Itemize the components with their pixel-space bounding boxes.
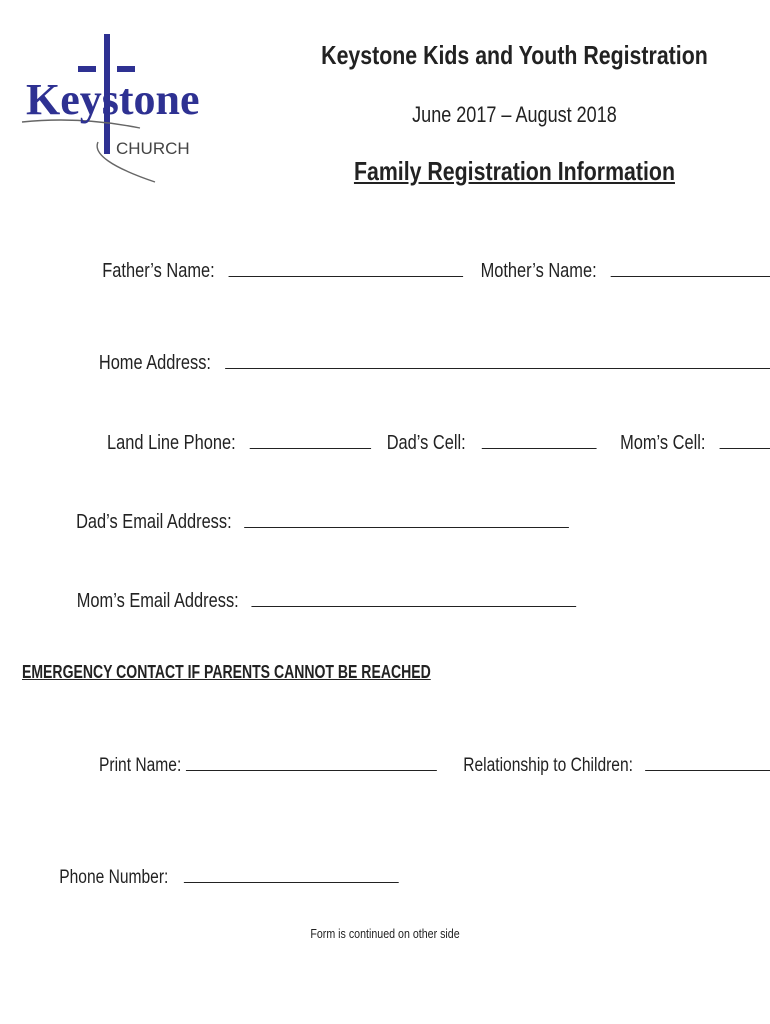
print-name-field[interactable] — [186, 752, 437, 771]
logo-name: Keystone — [26, 75, 200, 124]
phone-number-field[interactable] — [184, 864, 399, 883]
father-name-field[interactable] — [229, 258, 464, 277]
form-dates: June 2017 – August 2018 — [412, 102, 617, 127]
relationship-field[interactable] — [645, 752, 770, 771]
dads-cell-label: Dad’s Cell: — [386, 432, 466, 454]
dads-email-label: Dad’s Email Address: — [76, 511, 232, 533]
relationship-label: Relationship to Children: — [463, 755, 633, 776]
section-title: Family Registration Information — [353, 156, 675, 186]
mother-name-label: Mother’s Name: — [480, 260, 597, 282]
land-line-field[interactable] — [250, 430, 371, 449]
moms-cell-field[interactable] — [719, 430, 770, 449]
phone-number-label: Phone Number: — [59, 867, 169, 888]
home-address-field[interactable] — [225, 350, 770, 369]
home-address-label: Home Address: — [98, 352, 211, 374]
footer-note: Form is continued on other side — [310, 926, 460, 941]
moms-cell-label: Mom’s Cell: — [620, 432, 706, 454]
parent-names-row — [102, 258, 770, 283]
moms-email-row — [77, 588, 576, 613]
moms-email-field[interactable] — [251, 588, 576, 607]
emergency-heading: EMERGENCY CONTACT IF PARENTS CANNOT BE REACHED — [22, 662, 431, 682]
dads-email-row — [76, 509, 569, 534]
dads-cell-field[interactable] — [481, 430, 596, 449]
mother-name-field[interactable] — [611, 258, 770, 277]
emergency-name-row — [99, 752, 770, 777]
print-name-label: Print Name: — [99, 755, 182, 776]
dads-email-field[interactable] — [244, 509, 569, 528]
emergency-phone-row — [59, 864, 398, 889]
land-line-label: Land Line Phone: — [107, 432, 236, 454]
home-address-row — [99, 350, 770, 375]
father-name-label: Father’s Name: — [102, 260, 215, 282]
logo-subname: CHURCH — [116, 139, 190, 158]
form-title: Keystone Kids and Youth Registration — [321, 40, 708, 70]
moms-email-label: Mom’s Email Address: — [76, 590, 239, 612]
phones-row — [107, 430, 770, 455]
